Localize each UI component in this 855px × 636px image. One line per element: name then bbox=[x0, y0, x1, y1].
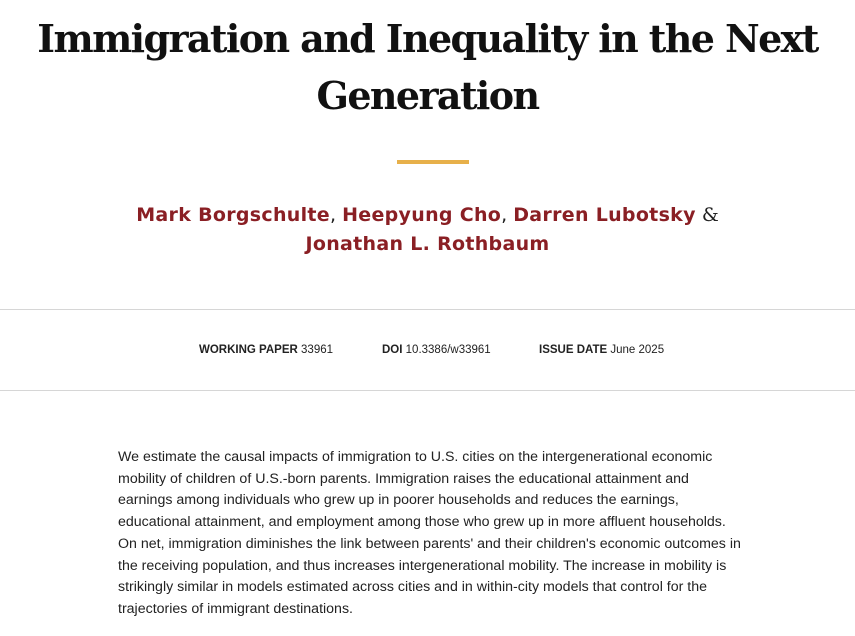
working-paper-meta bbox=[199, 343, 333, 357]
doi-label: DOI bbox=[382, 344, 403, 356]
abstract-text: We estimate the causal impacts of immigration to U.S. cities on the intergenerational economic mobility of children of U.S.-born parents. Immigration raises the educational attainment and earnings among individuals who grew up in poorer households and reduces the earnings, educational attainment, and employment among those who grew up in more affluent households. On net, immigration diminishes the link between parents' and their children's economic outcomes in the receiving population, and thus increases intergenerational mobility. The increase in mobility is strikingly similar in models estimated across cities and in within-city models that control for the trajectories of immigrant destinations. bbox=[118, 449, 741, 617]
author-link-borgschulte[interactable]: Mark Borgschulte bbox=[136, 204, 330, 226]
author-list bbox=[0, 201, 855, 259]
author-link-cho[interactable]: Heepyung Cho bbox=[342, 204, 502, 226]
author-link-lubotsky[interactable]: Darren Lubotsky bbox=[513, 204, 696, 226]
page-title bbox=[0, 10, 855, 124]
author-separator: , bbox=[329, 204, 337, 226]
working-paper-label: WORKING PAPER bbox=[199, 344, 298, 356]
doi-value: 10.3386/w33961 bbox=[405, 344, 491, 356]
paper-metadata-bar bbox=[0, 309, 855, 391]
author-link-rothbaum[interactable]: Jonathan L. Rothbaum bbox=[305, 233, 550, 255]
title-line-2: Generation bbox=[316, 73, 539, 118]
issue-date-label: ISSUE DATE bbox=[539, 344, 608, 356]
issue-date-value: June 2025 bbox=[610, 344, 665, 356]
title-accent-divider bbox=[397, 160, 469, 164]
author-separator: , bbox=[501, 204, 508, 226]
title-line-1: Immigration and Inequality in the Next bbox=[37, 16, 818, 61]
issue-date-meta bbox=[539, 343, 664, 357]
working-paper-number: 33961 bbox=[301, 344, 334, 356]
doi-meta bbox=[382, 343, 491, 357]
author-ampersand: & bbox=[701, 204, 719, 226]
